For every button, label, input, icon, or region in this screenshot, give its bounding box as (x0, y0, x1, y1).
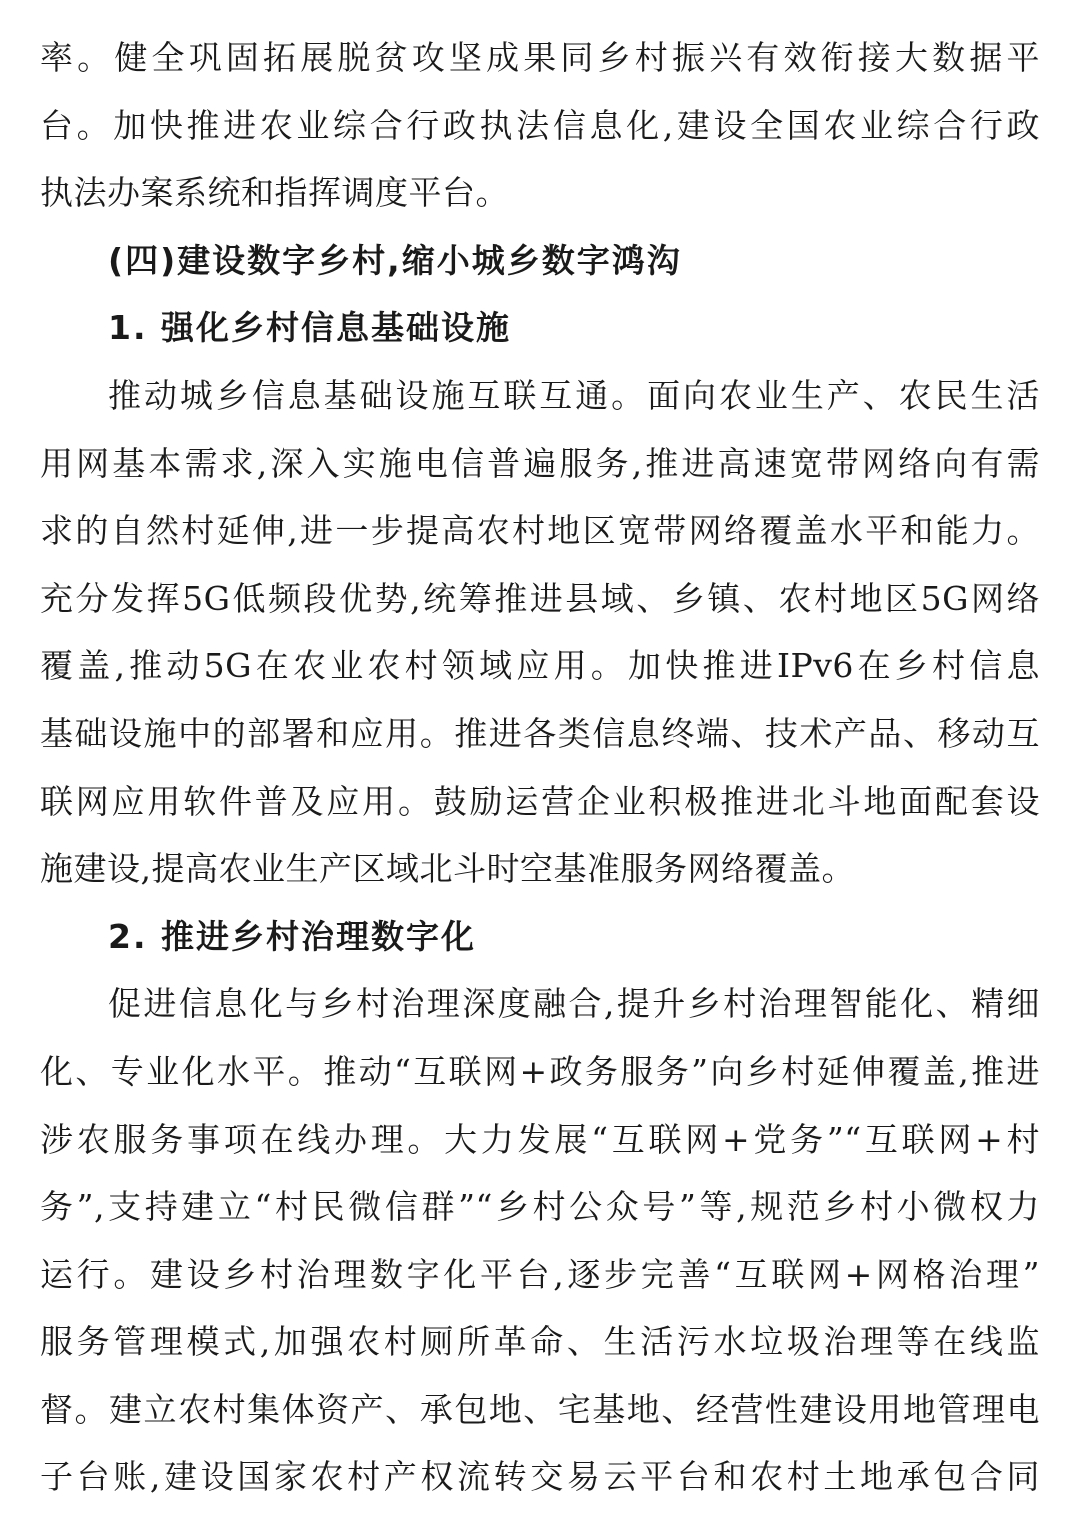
text-line: 推动城乡信息基础设施互联互通。面向农业生产、农民生活 (108, 375, 1040, 415)
text-line: 化、专业化水平。推动“互联网+政务服务”向乡村延伸覆盖,推进 (40, 1051, 1040, 1091)
text-line: 率。健全巩固拓展脱贫攻坚成果同乡村振兴有效衔接大数据平 (40, 38, 1040, 77)
text-line: 基础设施中的部署和应用。推进各类信息终端、技术产品、移动互 (40, 713, 1040, 753)
text-line: 施建设,提高农业生产区域北斗时空基准服务网络覆盖。 (40, 849, 855, 889)
text-line: 涉农服务事项在线办理。大力发展“互联网+党务”“互联网+村 (40, 1119, 1040, 1159)
text-line: 覆盖,推动5G在农业农村领域应用。加快推进IPv6在乡村信息 (40, 646, 1040, 686)
document-page (40, 24, 1040, 1511)
text-line: 联网应用软件普及应用。鼓励运营企业积极推进北斗地面配套设 (40, 781, 1040, 821)
text-line: 运行。建设乡村治理数字化平台,逐步完善“互联网+网格治理” (40, 1254, 1040, 1294)
text-line: 子台账,建设国家农村产权流转交易云平台和农村土地承包合同 (40, 1457, 1040, 1497)
text-line: 用网基本需求,深入实施电信普遍服务,推进高速宽带网络向有需 (40, 443, 1040, 483)
text-line: 求的自然村延伸,进一步提高农村地区宽带网络覆盖水平和能力。 (40, 511, 1040, 551)
text-line: 台。加快推进农业综合行政执法信息化,建设全国农业综合行政 (40, 105, 1040, 145)
subsection-heading: 2. 推进乡村治理数字化 (108, 916, 476, 956)
text-line: 务”,支持建立“村民微信群”“乡村公众号”等,规范乡村小微权力 (40, 1187, 1040, 1227)
text-line: 服务管理模式,加强农村厕所革命、生活污水垃圾治理等在线监 (40, 1322, 1040, 1362)
text-line: 执法办案系统和指挥调度平台。 (40, 173, 509, 213)
text-line: 充分发挥5G低频段优势,统筹推进县域、乡镇、农村地区5G网络 (40, 578, 1040, 618)
text-line: 督。建立农村集体资产、承包地、宅基地、经营性建设用地管理电 (40, 1389, 1040, 1429)
section-heading: (四)建设数字乡村,缩小城乡数字鸿沟 (108, 240, 682, 280)
subsection-heading: 1. 强化乡村信息基础设施 (108, 308, 511, 348)
text-line: 促进信息化与乡村治理深度融合,提升乡村治理智能化、精细 (108, 984, 1040, 1024)
